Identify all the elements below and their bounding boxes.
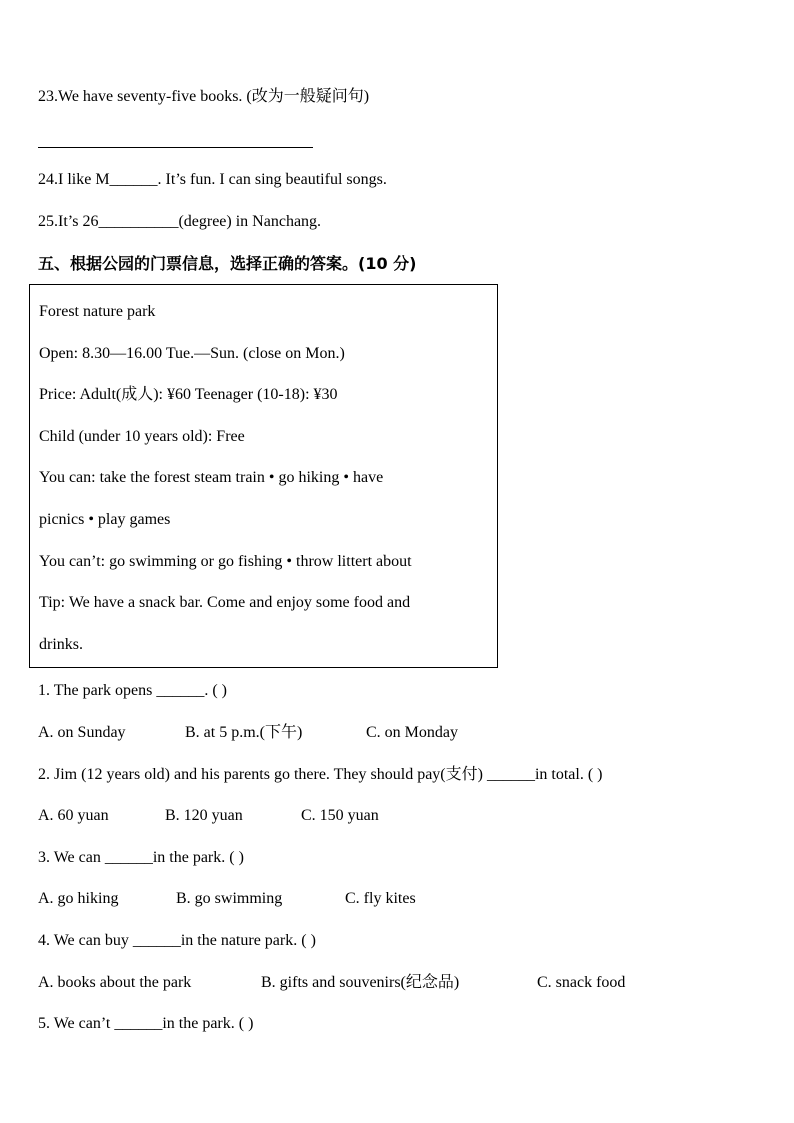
question-24: 24.I like M______. It’s fun. I can sing beautiful songs. [38, 171, 387, 188]
question-3-option-b: B. go swimming [176, 890, 283, 907]
question-25: 25.It’s 26__________(degree) in Nanchang. [38, 213, 322, 230]
question-4-stem: 4. We can buy ______in the nature park. ( ) [38, 932, 316, 949]
question-23: 23.We have seventy-five books. (改为一般疑问句) [38, 88, 370, 105]
question-2-option-b: B. 120 yuan [165, 807, 243, 824]
ticket-cannot-activities: You can’t: go swimming or go fishing • throw littert about [39, 553, 412, 570]
question-2-option-c: C. 150 yuan [301, 807, 379, 824]
ticket-tip-1: Tip: We have a snack bar. Come and enjoy some food and [39, 594, 411, 611]
question-1-option-c: C. on Monday [366, 724, 458, 741]
question-4-option-c: C. snack food [537, 974, 626, 991]
question-4-option-b: B. gifts and souvenirs(纪念品) [261, 974, 460, 991]
question-1-option-b: B. at 5 p.m.(下午) [185, 724, 303, 741]
ticket-can-activities-2: picnics • play games [39, 511, 171, 528]
ticket-price: Price: Adult(成人): ¥60 Teenager (10-18): ¥30 [39, 386, 338, 403]
ticket-tip-2: drinks. [39, 636, 83, 653]
ticket-child-price: Child (under 10 years old): Free [39, 428, 245, 445]
question-1-stem: 1. The park opens ______. ( ) [38, 682, 227, 699]
question-3-option-a: A. go hiking [38, 890, 119, 907]
question-5-stem: 5. We can’t ______in the park. ( ) [38, 1015, 254, 1032]
question-2-stem: 2. Jim (12 years old) and his parents go there. They should pay(支付) ______in total. ( ) [38, 766, 603, 783]
answer-line-23 [38, 147, 313, 148]
section-5-heading: 五、根据公园的门票信息，选择正确的答案。(10 分) [38, 254, 417, 273]
question-4-option-a: A. books about the park [38, 974, 192, 991]
question-1-option-a: A. on Sunday [38, 724, 126, 741]
ticket-open-hours: Open: 8.30—16.00 Tue.—Sun. (close on Mon.) [39, 345, 345, 362]
ticket-park-name: Forest nature park [39, 303, 156, 320]
question-3-option-c: C. fly kites [345, 890, 416, 907]
ticket-can-activities-1: You can: take the forest steam train • go hiking • have [39, 469, 384, 486]
question-3-stem: 3. We can ______in the park. ( ) [38, 849, 244, 866]
question-2-option-a: A. 60 yuan [38, 807, 109, 824]
park-ticket-info-box [29, 284, 498, 668]
